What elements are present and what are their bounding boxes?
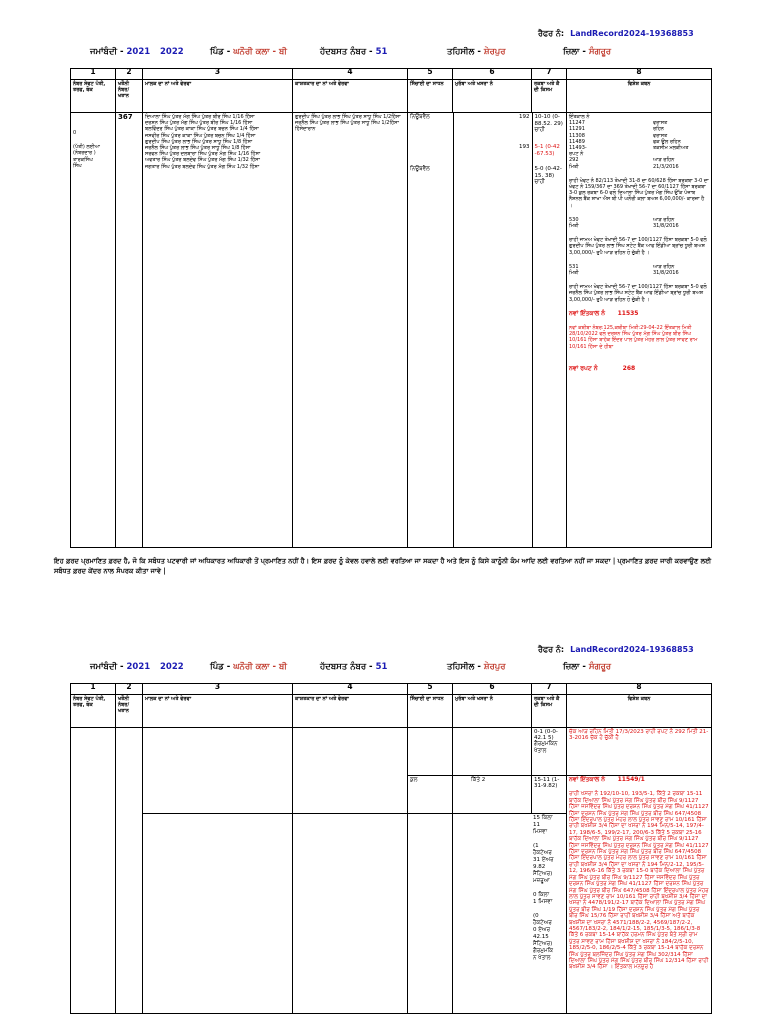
khewat-cell: 0 (ਪੱਤੀ) ਲਈਆ (ਨੰਬਰਦਾਰ ) ਤਾਰਕਸਿੰਘ ਸਿੰਘ: [71, 113, 116, 548]
cultivators-cell: ਗੁਰਦੀਪ ਸਿੰਘ ਪੁੱਤਰ ਲਾਭ ਸਿੰਘ ਪੁੱਤਰ ਸਾਧੂ ਸਿੰਘ 1/2ਹਿੱਸਾ ਜਰਨੈਲ ਸਿੰਘ ਪੁੱਤਰ ਲਾਭ ਸਿੰਘ ਪੁੱਤਰ ਸਾਧੂ ਸਿੰਘ 1/2ਹਿੱਸਾ ਹਿੱਸੇਦਾਰਾਨ: [293, 113, 408, 548]
district-label: ਜ਼ਿਲਾ - ਸੰਗਰੂਰ: [563, 662, 612, 672]
remark-cell: ਚੱਕ ਆੜ ਰਹਿਨ ਮਿਤੀ 17/3/2023 ਰਾਹੀ ਰਪਟ ਨੰ 292 ਮਿਤੀ 21-3-2016 ਚੱਕ ਹੋ ਚੁੱਕੀ ਹੈ: [567, 728, 712, 776]
reference-number: ਰੈਫਰ ਨੰ: LandRecord2024-19368853: [538, 29, 694, 38]
reference-number: ਰੈਫਰ ਨੰ: LandRecord2024-19368853: [538, 645, 694, 654]
jamabandi-year-to: 2022: [160, 47, 184, 57]
disclaimer-text: ਇਹ ਫ਼ਰਦ ਪ੍ਰਮਾਣਿਤ ਫ਼ਰਦ ਹੈ, ਜੋ ਕਿ ਸਬੰਧਤ ਪਟਵਾਰੀ ਜਾਂ ਅਧਿਕਾਰਤ ਅਧਿਕਾਰੀ ਤੋਂ ਪ੍ਰਮਾਣਿਤ ਨਹੀਂ ਹੈ। ਇਸ ਫ਼ਰਦ ਨੂੰ ਕੇਵਲ ਹਵਾਲੇ ਲਈ ਵਰਤਿਆ ਜਾ ਸਕਦਾ ਹੈ ਅਤੇ ਇਸ ਨੂੰ ਕਿਸੇ ਕਾਨੂੰਨੀ ਕੰਮ ਆਦਿ ਲਈ ਵਰਤਿਆ ਨਹੀਂ ਜਾ ਸਕਦਾ | ਪ੍ਰਮਾਣਿਤ ਫ਼ਰਦ ਜਾਰੀ ਕਰਵਾਉਣ ਲਈ ਸਬੰਧਤ ਫ਼ਰਦ ਕੇਂਦਰ ਨਾਲ ਸੰਪਰਕ ਕੀਤਾ ਜਾਵੇ |: [54, 557, 712, 575]
owners-cell: ਦਿਆਲਾ ਸਿੰਘ ਪੁੱਤਰ ਮੱਗ ਸਿੰਘ ਪੁੱਤਰ ਬੀਰ ਸਿੰਘ 1/16 ਹਿੱਸਾ ਦਰਸ਼ਨ ਸਿੰਘ ਪੁੱਤਰ ਮੱਗ ਸਿੰਘ ਪੁੱਤਰ ਬੀਰ ਸਿੰਘ 1/16 ਹਿੱਸਾ ਬਲਵਿੰਦਰ ਸਿੰਘ ਪੁੱਤਰ ਕਾਕਾ ਸਿੰਘ ਪੁੱਤਰ ਬਚਨ ਸਿੰਘ 1/4 ਹਿੱਸਾ ਜਸਵੀਰ ਸਿੰਘ ਪੁੱਤਰ ਕਾਕਾ ਸਿੰਘ ਪੁੱਤਰ ਬਚਨ ਸਿੰਘ 1/4 ਹਿੱਸਾ ਗੁਰਦੀਪ ਸਿੰਘ ਪੁੱਤਰ ਲਾਭ ਸਿੰਘ ਪੁੱਤਰ ਸਾਧੂ ਸਿੰਘ 1/8 ਹਿੱਸਾ ਜਰਨੈਲ ਸਿੰਘ ਪੁੱਤਰ ਲਾਭ ਸਿੰਘ ਪੁੱਤਰ ਸਾਧੂ ਸਿੰਘ 1/8 ਹਿੱਸਾ ਸਰਵਨ ਸਿੰਘ ਪੁੱਤਰ ਦਲਬਾਰਾ ਸਿੰਘ ਪੁੱਤਰ ਮੱਗ ਸਿੰਘ 1/16 ਹਿੱਸਾ ਅਵਤਾਰ ਸਿੰਘ ਪੁੱਤਰ ਬਲਦੇਵ ਸਿੰਘ ਪੁੱਤਰ ਮੱਗ ਸਿੰਘ 1/32 ਹਿੱਸਾ ਜਗਤਾਰ ਸਿੰਘ ਪੁੱਤਰ ਬਲਦੇਵ ਸਿੰਘ ਪੁੱਤਰ ਮੱਗ ਸਿੰਘ 1/32 ਹਿੱਸਾ: [143, 113, 293, 548]
jamabandi-label: ਜਮਾਂਬੰਦੀ - 2021: [90, 662, 151, 672]
village-label: ਪਿੰਡ - ਘਨੌਰੀ ਕਲਾ - ਬੀ: [210, 47, 287, 57]
column-number-row: 1 2 3 4 5 6 7 8: [71, 69, 712, 80]
area-cell: 0-1 (0-0-42.1 5) ਗੈਰਮੁਮਕਿਨ ਖੇਤਾਲ: [532, 728, 567, 776]
share-cell: 15 ਕਿਲਾ 11 ਮਿਸਵਾ (1 ਹੈਕਟੇਅਰ 31 ਏਅਰ 9.82 ਸੈਂਟਿਅਰ) ਮਜ਼ਰੂਆ 0 ਕਿਲਾ 1 ਮਿਸਵਾ (0 ਹੈਕਟੇਅਰ 0 ਏਅਰ 42.15 ਸੈਂਟਿਅਰ) ਗੈਰਮੁਮਕਿ ਨ ਖੇਤਾਲ: [453, 814, 712, 1014]
total-label: ਕੁਲ: [408, 776, 453, 814]
khatauni-cell: 367: [116, 113, 143, 548]
column-number-row: 1 2 3 4 5 6 7 8: [71, 684, 712, 695]
hadbast-label: ਹੱਦਬਸਤ ਨੰਬਰ - 51: [320, 47, 388, 57]
column-heading-row: ਨੰਬਰ ਸੇਵਟ ਪੱਤੀ, ਤਰਫ, ਥੋਕ ਖਤੌਨੀ ਨੰਬਰ/ ਖਤਾਨ ਮਾਲਕ ਦਾ ਨਾਂ ਅਤੇ ਵੇਰਵਾ ਕਾਸ਼ਤਕਾਰ ਦਾ ਨਾਂ ਅਤੇ ਵੇਰਵਾ ਸਿੰਚਾਈ ਦਾ ਸਾਧਨ ਮੁਰੱਬਾ ਅਤੇ ਖਸਰਾ ਨੰ ਰਕਬਾ ਅਤੇ ਕੈ ਦੀ ਕਿਸਮ ਵਿਸ਼ੇਸ਼ ਕਥਨ: [71, 695, 712, 728]
village-label: ਪਿੰਡ - ਘਨੌਰੀ ਕਲਾ - ਬੀ: [210, 662, 287, 672]
record-table-1: [70, 68, 712, 548]
hadbast-label: ਹੱਦਬਸਤ ਨੰਬਰ - 51: [320, 662, 388, 672]
jamabandi-year-to: 2022: [160, 662, 184, 672]
tehsil-label: ਤਹਿਸੀਲ - ਸ਼ੇਰਪੁਰ: [447, 47, 506, 57]
record-row: [71, 113, 712, 548]
khasra-row: ਨਿਊਬਵੈਲ 192 10-10 (0-88.52. 29) ਚਾਹੀ: [408, 113, 567, 143]
khasra-cell: [408, 113, 567, 548]
new-mutation: ਨਵਾਂ ਇੰਤਕਾਲ ਨੰ 11535: [569, 309, 639, 317]
khasra-row: 193 5-1 (0-42 -67.53): [408, 143, 567, 165]
new-rapat: ਨਵਾਂ ਰਪਟ ਨੰ 268: [569, 364, 636, 372]
remarks-cell: ਇੰਤਕਾਲ ਨੰ 11247 ਵਰਾਸਤ 11291 ਰਹਿਨ 11308 ਵਰਾਸਤ 11489 ਫਕ ਉਲ ਰਹਿਨ 11493- ਤਕਸੀਮ ਮਲਕੀਅਤ ਰਪਟ ਨੰ 292 ਆੜ ਰਹਿਨ ਮਿਤੀ 21/3/2016 ਰਾਹੀ ਖੇਵਟ ਨੰ 82/113 ਤੇਖਾਦੀ 31-8 ਦਾ 60/628 ਹਿੱਸਾ ਬਰਕਬਾ 3-0 ਦਾ ਖੇਵਟ ਨੰ 159/367 ਦਾ 369 ਤੇਖਾਦੀ 56-7 ਦਾ 60/1127 ਹਿੱਸਾ ਬਰਕਬਾ 3-0 ਕੁਲ ਰਕਬਾ 6-0 ਵਲੋ ਦਿਆਲਾ ਸਿੰਘ ਪੁੱਤਰ ਮੱਗ ਸਿੰਘ ਉੱਕ ਪੰਜਾਬ ਨੈਸ਼ਨਲ ਬੈਂਕ ਸ਼ਾਖਾ ਐਸ ਬੀ ਪੀ ਘਨੌਰੀ ਕਲਾ ਬਅਸ਼ 6,00,000/- ਕਾਰਜ਼ਾ ਹੈ । 530 ਆੜ ਰਹਿਨ ਮਿਤੀ 31/8/2016 ਰਾਹੀ ਜਾਮਅ ਖੇਵਟ ਤੇਖਾਦੀ 56-7 ਦਾ 100/1127 ਹਿੱਸਾ ਬਰਕਬਾ 5-0 ਵਲੋ ਗੁਰਦੀਪ ਸਿੰਘ ਪੁੱਤਰ ਲਾਭ ਸਿੰਘ ਸਟੇਟ ਬੈਂਕ ਆਫ ਇੰਡੀਆ ਬ੍ਰਾਂਚ ਧੂਰੀ ਬਅਸ਼ 3,00,000/- ਰੁਪੈ ਆੜ ਰਹਿਨ ਹੋ ਚੁੱਕੀ ਹੈ । 531 ਆੜ ਰਹਿਨ ਮਿਤੀ 31/8/2016 ਰਾਹੀ ਜਾਮਅ ਖੇਵਟ ਤੇਖਾਦੀ 56-7 ਦਾ 100/1127 ਹਿੱਸਾ ਬਰਕਬਾ 5-0 ਵਲੋ ਜਰਨੈਲ ਸਿੰਘ ਪੁੱਤਰ ਲਾਭ ਸਿੰਘ ਸਟੇਟ ਬੈਂਕ ਆਫ ਇੰਡੀਆ ਬ੍ਰਾਂਚ ਧੂਰੀ ਬਅਸ਼ 3,00,000/- ਰੁਪੈ ਆੜ ਰਹਿਨ ਹੋ ਚੁੱਕੀ ਹੈ । ਨਵਾਂ ਇੰਤਕਾਲ ਨੰ 11535 ਨਵਾਂ ਕਥੀਬਾ ਨੰਬਰ:125,ਕਥੀਬਾ ਮਿਤੀ:29-04-22 ਇੰਤਕਾਲ ਮਿਤੀ 28/10/2022 ਵਲੋ ਦਰਸ਼ਨ ਸਿੰਘ ਪੁੱਤਰ ਮੱਗ ਸਿੰਘ ਪੁੱਤਰ ਬੀਰ ਸਿੰਘ 10/161 ਹਿੱਸਾ ਬਾਹੱਕ ਇੰਦਰ ਪਾਲ ਪੁੱਤਰ ਮੇਹਰ ਲਾਲ ਪੁੱਤਰ ਸਾਵਣ ਰਾਮ 10/161 ਹਿੱਸਾ ਦੇ ਹੀਬਾ ਨਵਾਂ ਰਪਟ ਨੰ 268: [567, 113, 712, 548]
mutation-number: ਨਵਾਂ ਇੰਤਕਾਲ ਨੰ 11549/1: [569, 776, 645, 783]
khasra-row: ਨਿਊਬਵੈਲ 5-0 (0-42-15. 38) ਚਾਹੀ: [408, 165, 567, 547]
record-table-2: [70, 683, 712, 1014]
total-kite: ਕਿੱਤੇ 2: [453, 776, 532, 814]
district-label: ਜ਼ਿਲਾ - ਸੰਗਰੂਰ: [563, 47, 612, 57]
mutation-remark-cell: ਨਵਾਂ ਇੰਤਕਾਲ ਨੰ 11549/1 ਰਾਹੀ ਖਸਰਾ ਨੰ 192/10-10, 193/5-1, ਕਿੱਤੇ 2 ਰਕਬਾ 15-11 ਬਾਹੱਕ ਦਿਆਲਾ ਸਿੰਘ ਪੁੱਤਰ ਮੱਗ ਸਿੰਘ ਪੁੱਤਰ ਬੀਰ ਸਿੰਘ 9/1127 ਹਿੱਸਾ ਜਸਵਿੰਦਰ ਸਿੰਘ ਪੁੱਤਰ ਦਰਸ਼ਨ ਸਿੰਘ ਪੁੱਤਰ ਮੱਗ ਸਿੰਘ 41/1127 ਹਿੱਸਾ ਦਰਸ਼ਨ ਸਿੰਘ ਪੁੱਤਰ ਮੱਗ ਸਿੰਘ ਪੁੱਤਰ ਬੀਰ ਸਿੰਘ 647/4508 ਹਿੱਸਾ ਇੰਦਰਪਾਲ ਪੁੱਤਰ ਮੇਹਰ ਲਾਲ ਪੁੱਤਰ ਸਾਵਣ ਰਾਮ 10/161 ਹਿੱਸਾ ਰਾਹੀ ਬਖਸ਼ੀਸ਼ 3/4 ਹਿੱਸਾ ਦਾ ਖਸਰਾ ਨੰ 194 ਮਿਨ/5-14, 197/4-17, 198/6-5, 199/2-17, 200/6-3 ਕਿੱਤੇ 5 ਰਕਬਾ 25-16 ਬਾਹੱਕ ਦਿਆਲਾ ਸਿੰਘ ਪੁੱਤਰ ਮੱਗ ਸਿੰਘ ਪੁੱਤਰ ਬੀਰ ਸਿੰਘ 9/1127 ਹਿੱਸਾ ਜਸਵਿੰਦਰ ਸਿੰਘ ਪੁੱਤਰ ਦਰਸ਼ਨ ਸਿੰਘ ਪੁੱਤਰ ਮੱਗ ਸਿੰਘ 41/1127 ਹਿੱਸਾ ਦਰਸ਼ਨ ਸਿੰਘ ਪੁੱਤਰ ਮੱਗ ਸਿੰਘ ਪੁੱਤਰ ਬੀਰ ਸਿੰਘ 647/4508 ਹਿੱਸਾ ਇੰਦਰਪਾਲ ਪੁੱਤਰ ਮੇਹਰ ਲਾਲ ਪੁੱਤਰ ਸਾਵਣ ਰਾਮ 10/161 ਹਿੱਸਾ ਰਾਹੀ ਬਖਸ਼ੀਸ਼ 3/4 ਹਿੱਸਾ ਦਾ ਖਸਰਾ ਨੰ 194 ਮਿਨ/2-12, 195/5-12, 196/6-16 ਕਿੱਤੇ 3 ਰਕਬਾ 15-0 ਬਾਹੱਕ ਦਿਆਲਾ ਸਿੰਘ ਪੁੱਤਰ ਮੱਗ ਸਿੰਘ ਪੁੱਤਰ ਬੀਰ ਸਿੰਘ 9/1127 ਹਿੱਸਾ ਜਸਵਿੰਦਰ ਸਿੰਘ ਪੁੱਤਰ ਦਰਸ਼ਨ ਸਿੰਘ ਪੁੱਤਰ ਮੱਗ ਸਿੰਘ 41/1127 ਹਿੱਸਾ ਦਰਸ਼ਨ ਸਿੰਘ ਪੁੱਤਰ ਮੱਗ ਸਿੰਘ ਪੁੱਤਰ ਬੀਰ ਸਿੰਘ 647/4508 ਹਿੱਸਾ ਇੰਦਰਪਾਲ ਪੁੱਤਰ ਮੇਹਰ ਲਾਲ ਪੁੱਤਰ ਸਾਵਣ ਰਾਮ 10/161 ਹਿੱਸਾ ਰਾਹੀ ਬਖਸ਼ੀਸ਼ 3/4 ਹਿੱਸਾ ਦਾ ਖਸਰਾ ਨੰ 4478/191/2-17 ਬਾਹੱਕ ਦਿਆਲਾ ਸਿੰਘ ਪੁੱਤਰ ਮੱਗ ਸਿੰਘ ਪੁੱਤਰ ਬੀਰ ਸਿੰਘ 1/19 ਹਿੱਸਾ ਦਰਸ਼ਨ ਸਿੰਘ ਪੁੱਤਰ ਮੱਗ ਸਿੰਘ ਪੁੱਤਰ ਬੀਰ ਸਿੰਘ 15/76 ਹਿੱਸਾ ਰਾਹੀ ਬਖਸ਼ੀਸ਼ 3/4 ਹਿੱਸਾ ਅਤੇ ਬਾਹੱਕ ਬਖਸ਼ੀਸ਼ ਦਾ ਖਸਰਾ ਨੰ 4571/188/2-2, 4569/187/2-2, 4567/183/2-2, 184/1/2-15, 185/1/3-5, 186/1/3-8 ਕਿੱਤੇ 6 ਰਕਬਾ 15-14 ਬਾਹੱਕ ਹਰਮਨ ਸਿੰਘ ਪੁੱਤਰ ਬੰਤੇ ਸ੍ਰੀ ਰਾਮ ਪੁੱਤਰ ਸਾਵਣ ਰਾਮ ਹਿੱਸਾ ਬਖਸ਼ੀਸ਼ ਦਾ ਖਸਰਾ ਨੰ 184/2/5-10, 185/2/5-0, 186/2/5-4 ਕਿੱਤੇ 3 ਰਕਬਾ 15-14 ਬਾਹੱਕ ਦਰਸ਼ਨ ਸਿੰਘ ਪੁੱਤਰ ਬਲਜਿੰਦਰ ਸਿੰਘ ਪੁੱਤਰ ਮੱਗ ਸਿੰਘ 302/314 ਹਿੱਸਾ ਦਿਆਲਾ ਸਿੰਘ ਪੁੱਤਰ ਮੱਗ ਸਿੰਘ ਪੁੱਤਰ ਬੀਰ ਸਿੰਘ 12/314 ਹਿੱਸਾ ਰਾਹੀ ਬਖਸ਼ੀਸ਼ 3/4 ਹਿੱਸਾ । ਇੰਤਕਾਲ ਮਨਜ਼ੂਰ ਹੈ: [567, 776, 712, 1014]
record-row: [71, 728, 712, 776]
tehsil-label: ਤਹਿਸੀਲ - ਸ਼ੇਰਪੁਰ: [447, 662, 506, 672]
jamabandi-label: ਜਮਾਂਬੰਦੀ - 2021: [90, 47, 151, 57]
total-area: 15-11 (1-31-9.82): [532, 776, 567, 814]
column-heading-row: ਨੰਬਰ ਸੇਵਟ ਪੱਤੀ, ਤਰਫ, ਥੋਕ ਖਤੌਨੀ ਨੰਬਰ/ ਖਤਾਨ ਮਾਲਕ ਦਾ ਨਾਂ ਅਤੇ ਵੇਰਵਾ ਕਾਸ਼ਤਕਾਰ ਦਾ ਨਾਂ ਅਤੇ ਵੇਰਵਾ ਸਿੰਚਾਈ ਦਾ ਸਾਧਨ ਮੁਰੱਬਾ ਅਤੇ ਖਸਰਾ ਨੰ ਰਕਬਾ ਅਤੇ ਕੈ ਦੀ ਕਿਸਮ ਵਿਸ਼ੇਸ਼ ਕਥਨ: [71, 80, 712, 113]
